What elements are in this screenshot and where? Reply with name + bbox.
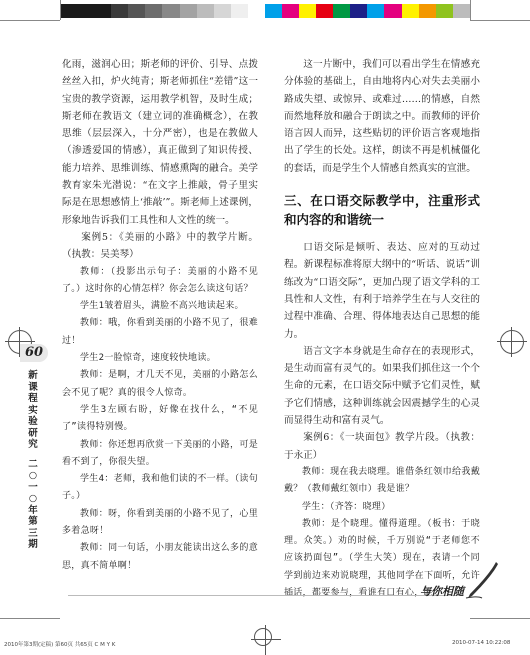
crop-mark [60,0,61,20]
paragraph: 口语交际是倾听、表达、应对的互动过程。新课程标准将原大纲中的“听话、说话”训练改为“口语交际”，更加凸现了语文学科的工具性和人文性，有利于培养学生在与人交往的过程中准确、合理、得体地表达自己思想的能力。 [284,242,480,340]
crop-mark [0,20,60,21]
journal-title-char: 实 [28,404,38,416]
paragraph: 学生3左顾右盼，好像在找什么，“不见了”读得特别慢。 [62,404,258,433]
crop-mark [470,618,530,619]
paragraph: 学生：（齐答：晓理） [302,501,391,512]
color-swatch [197,4,214,18]
paragraph: 教师：现在我去晓理。谁借条红领巾给我戴戴？（教师戴红领巾）我是谁？ [284,466,480,495]
journal-title-char: 程 [28,393,38,404]
journal-title-char: ○ [28,470,38,481]
right-text-column [284,56,480,602]
paragraph: 教师：是啊，才几天不见，美丽的小路怎么会不见了呢？真的很令人惊奇。 [62,370,258,398]
journal-title-char: 验 [28,416,38,427]
paragraph: 学生1皱着眉头，满脸不高兴地读起来。 [80,301,244,312]
journal-title-char: 一 [28,481,38,493]
color-swatch [94,4,111,18]
journal-title-vertical [26,370,40,551]
color-swatch [436,4,453,18]
color-swatch [111,4,128,18]
color-swatch [282,4,299,18]
print-color-bar [60,4,470,18]
paragraph: 教师：你还想再欣赏一下美丽的小路，可是看不到了，你很失望。 [62,439,258,467]
journal-title-char: 第 [28,516,38,527]
paragraph: 教师：（投影出示句子：美丽的小路不见了。）这时你的心情怎样？你会怎么读这句话？ [62,266,258,294]
color-swatch [265,4,282,18]
paragraph: 教师：是个晓理。懂得道理。（板书：于晓理。众笑。）劝的时候，千万别说“于老师您不应该扔面包”。（学生大笑）现在，表请一个同学到前边来劝说晓理，其他同学在下面听，允许插话，都要参与，看谁有口有心，能 [284,518,480,599]
paragraph: 案例6：《一块面包》教学片段。（执教：于永正） [284,432,480,461]
journal-title-char: 研 [28,427,38,439]
pen-icon [462,560,502,600]
color-swatch [214,4,231,18]
paragraph: 语言文字本身就是生命存在的表现形式，是生动而富有灵气的。如果我们抓住这一个个生命的元素，在口语交际中赋予它们灵性，赋予它们情感，这种训练就会因震撼学生的心灵而显得生动和富有灵气。 [284,345,480,427]
paragraph: 学生2一脸惊奇，速度较快地读。 [80,353,216,364]
color-swatch [333,4,350,18]
paragraph: 案例5：《美丽的小路》中的教学片断。（执教：吴美琴） [62,231,258,261]
color-swatch [419,4,436,18]
journal-title-char: 二 [28,458,38,470]
paragraph: 教师：哦，你看到美丽的小路不见了，很难过！ [62,318,258,346]
color-swatch [145,4,162,18]
journal-title-char: 究 [28,439,38,450]
page-number: 60 [20,344,48,362]
journal-title-char: 年 [28,504,38,516]
imprint-right: 2010-07-14 10:22:08 [452,640,511,646]
section-heading: 三、在口语交际教学中，注重形式和内容的和谐统一 [284,193,480,228]
imprint-left: 2010年第3期(定稿) 第60页 共65页 C M Y K [4,642,116,648]
color-swatch [77,4,94,18]
paragraph: 这一片断中，我们可以看出学生在情感充分体验的基础上，自由地将内心对失去美丽小路成失望、或惊异、或难过……的情感，自然而然地释放和融合于朗读之中。而教师的评价语言因人而异，这些贴切的评价语言客观地指出了学生的长处。这样，朗读不再是机械僵化的套话，而是学生个人情感自然真实的宣泄。 [284,59,480,174]
color-swatch [60,4,77,18]
color-swatch [128,4,145,18]
journal-title-char: 三 [28,527,38,539]
color-swatch [248,4,265,18]
paragraph: 化雨，滋润心田；斯老师的评价、引导、点拨丝丝入扣，炉火纯青；斯老师抓住“差错”这一宝贵的教学资源，运用教学机智，及时生成；斯老师在教语文（建立词的准确概念），在教思维（层层深入，十分严密），也是在教做人（渗透爱国的情感），真正做到了知识传授、能力培养、思维训练、情感熏陶的融合。美学教育家朱光潜说：“在文字上推敲，骨子里实际是在思想感情上‘推敲’”。斯老师上述课例，形象地告诉我们工具性和人文性的统一。 [62,59,258,226]
color-swatch [453,4,470,18]
paragraph: 教师：呀，你看到美丽的小路不见了，心里多着急呀！ [62,508,258,537]
footer-rule [68,595,463,596]
color-swatch [367,4,384,18]
color-swatch [316,4,333,18]
registration-mark-bottom [254,628,272,646]
journal-title-char: 新 [28,370,38,381]
paragraph: 学生4：老师，我和他们读的不一样。（读句子。） [62,474,258,502]
color-swatch [350,4,367,18]
left-text-column [62,56,258,575]
journal-title-char [26,451,40,459]
color-swatch [299,4,316,18]
journal-title-char: 课 [28,381,38,393]
registration-mark-right [500,330,524,354]
journal-title-char: 期 [28,539,38,550]
color-swatch [402,4,419,18]
color-swatch [384,4,401,18]
paragraph: 教师：同一句话，小朋友能读出这么多的意思，真不简单啊！ [62,543,258,571]
journal-title-char: ○ [28,493,38,504]
color-swatch [231,4,248,18]
crop-mark [0,618,60,619]
color-swatch [162,4,179,18]
color-swatch [180,4,197,18]
footer-title: 与你相随 [420,585,464,598]
crop-mark [470,0,471,20]
crop-mark [470,20,530,21]
